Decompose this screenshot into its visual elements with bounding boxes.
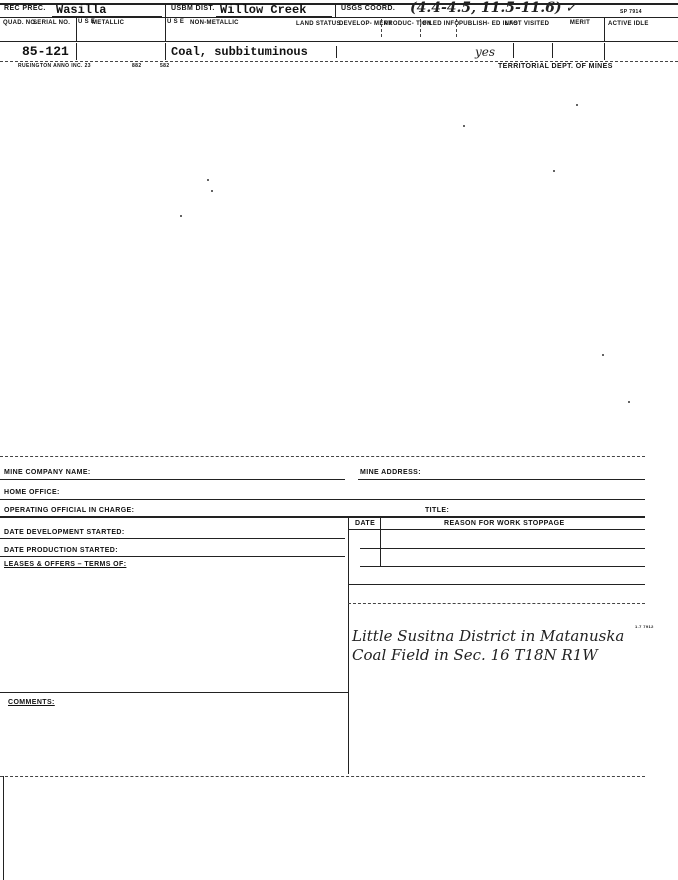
lower-top-rule [0,456,645,457]
home-office-label: HOME OFFICE: [4,489,60,496]
published-info-value: yes [475,45,496,59]
col-filed-info: FILED INFO [423,21,460,27]
lower-bottom-rule [0,776,645,777]
col-divider-5 [456,19,457,37]
col-divider [76,17,77,41]
home-office-underline [0,499,645,500]
date-header: DATE [355,520,376,527]
small-code: 1.7 7912 [635,624,654,629]
mine-company-name-label: MINE COMPANY NAME: [4,469,91,476]
col-last-visited: LAST VISITED [505,21,550,27]
header-bottom-border [0,17,678,18]
stoppage-header-underline [348,529,645,530]
data-row-bottom [0,61,678,62]
col-merit: MERIT [569,20,591,26]
mine-company-underline [0,479,345,480]
col-divider-3 [381,19,382,37]
printer-code-2: 582 [160,63,170,69]
title-label: TITLE: [425,507,450,514]
reason-stoppage-header: REASON FOR WORK STOPPAGE [444,520,565,527]
col-metallic: METALLIC [92,20,125,26]
col-land-status: LAND STATUS [296,21,341,27]
header-divider [165,3,166,17]
stoppage-line-1 [360,548,645,549]
scan-speck [602,354,604,356]
col-use-1: U S E [78,19,96,25]
mine-address-label: MINE ADDRESS: [360,469,421,476]
form-number: SP 7914 [620,9,642,15]
date-production-underline [0,556,345,557]
scan-speck [180,215,182,217]
usbm-dist-value: Willow Creek [220,3,307,17]
left-margin-line [3,776,4,880]
commodity-value: Coal, subbituminous [171,45,308,59]
right-box-border [348,517,349,774]
date-development-label: DATE DEVELOPMENT STARTED: [4,529,125,536]
row-divider-2 [165,43,166,60]
row-divider [76,43,77,60]
col-development: DEVELOP- MENT [339,21,393,27]
operating-official-underline [0,516,645,518]
date-production-label: DATE PRODUCTION STARTED: [4,547,118,554]
check-mark: ✓ [565,0,577,16]
scan-speck [463,125,465,127]
mine-address-underline [358,479,645,480]
usbm-dist-label: USBM DIST. [171,5,215,12]
notes-line-1: Little Susitna District in Matanuska [352,627,625,645]
rec-prec-label: REC PREC. [4,5,46,12]
comments-top-rule [0,692,348,693]
scan-speck [211,190,213,192]
territorial-dept: TERRITORIAL DEPT. OF MINES [498,63,613,70]
col-active-idle: ACTIVE IDLE [608,21,649,27]
column-header-bottom [0,41,678,42]
scan-speck [576,104,578,106]
quad-serial-value: 85-121 [22,44,69,59]
col-use-2: U S E [167,19,185,25]
operating-official-label: OPERATING OFFICIAL IN CHARGE: [4,507,135,514]
notes-line-2: Coal Field in Sec. 16 T18N R1W [352,646,598,664]
date-development-underline [0,538,345,539]
col-divider-4 [420,19,421,37]
stoppage-line-3 [348,584,645,585]
row-tick-2 [513,43,514,58]
col-production: PRODUC- TION [384,21,432,27]
printer-imprint: RUEINGTON ANNO INC. 23 [18,63,91,69]
col-divider-2 [165,17,166,41]
usgs-coord-value: (4.4-4.5, 11.5-11.6) [410,0,562,16]
usgs-coord-label: USGS COORD. [341,5,396,12]
col-divider-6 [604,17,605,41]
printer-code-1: 882 [132,63,142,69]
row-tick [336,46,337,58]
col-serial-no: SERIAL NO. [33,20,71,26]
col-quad-no: QUAD. NO. [3,20,38,26]
header-divider-2 [335,3,336,17]
stoppage-line-4 [348,603,645,604]
col-non-metallic: NON-METALLIC [190,20,239,26]
comments-label: COMMENTS: [8,699,55,706]
scan-speck [553,170,555,172]
row-tick-4 [604,43,605,60]
scan-speck [628,401,630,403]
date-column-divider [380,517,381,567]
rec-prec-value: Wasilla [56,3,107,17]
col-published-info: PUBLISH- ED INFO [459,21,519,27]
stoppage-line-2 [360,566,645,567]
leases-label: LEASES & OFFERS – TERMS OF: [4,561,127,568]
scan-speck [207,179,209,181]
row-tick-3 [552,43,553,58]
